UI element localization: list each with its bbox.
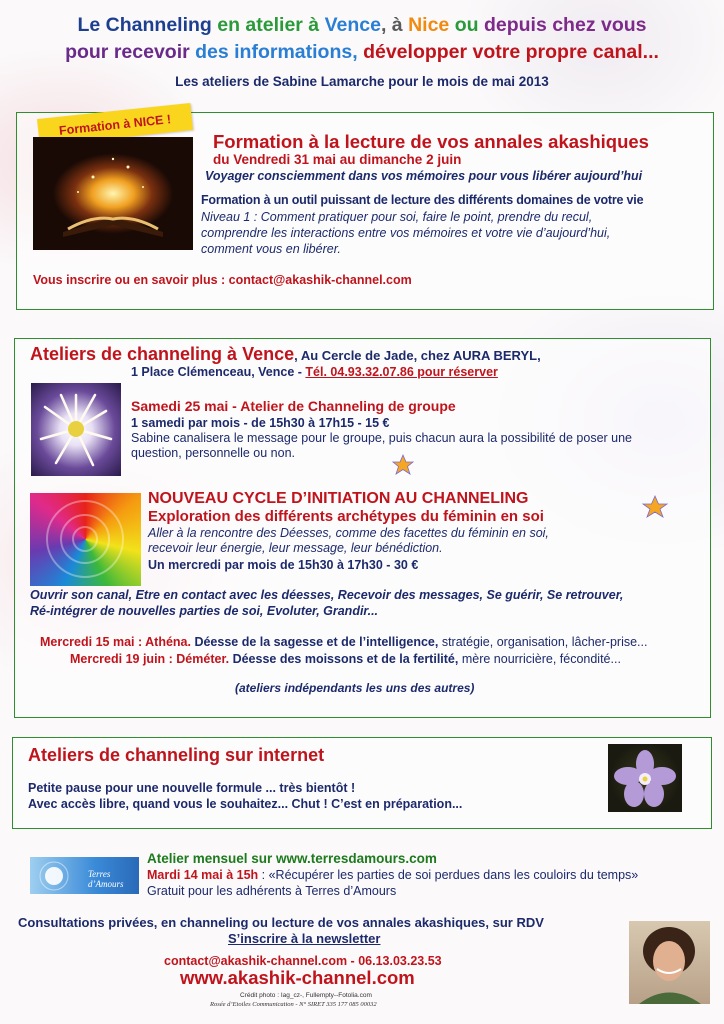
terres-topic: : «Récupérer les parties de soi perdues dans les couloirs du temps» [258, 868, 639, 882]
photo-credit: Crédit photo : Iag_cz-, Fullempty--Fotolia.com [240, 992, 372, 999]
internet-text [28, 780, 462, 812]
internet-line-2: Avec accès libre, quand vous le souhaitez... Chut ! C’est en préparation... [28, 797, 463, 811]
saturday-description [131, 431, 632, 461]
rose-icon [30, 493, 141, 586]
nice-badge-label: Formation à NICE ! [58, 111, 172, 138]
saturday-desc-line-1: Sabine canalisera le message pour le groupe, puis chacun aura la possibilité de poser une [131, 431, 633, 445]
book-icon [33, 137, 193, 250]
saturday-date: Samedi 25 mai [131, 398, 229, 414]
saturday-workshop: - Atelier de Channeling de groupe [228, 398, 456, 414]
glowing-book-image [33, 137, 193, 250]
sparkle-star-icon [640, 494, 670, 520]
portrait-photo [629, 921, 710, 1004]
level-line-2: comprendre les interactions entre vos mémoires et votre vie d’aujourd’hui, [201, 226, 611, 240]
person-portrait [629, 921, 710, 1004]
cycle-title: NOUVEAU CYCLE D’INITIATION AU CHANNELING [148, 490, 529, 507]
cycle-subtitle: Exploration des différents archétypes du féminin en soi [148, 508, 544, 525]
consultations: Consultations privées, en channeling ou lecture de vos annales akashiques, sur RDV [18, 915, 544, 930]
nice-level-text [201, 209, 610, 257]
headline-segment: des informations, [195, 41, 364, 63]
headline-segment: développer votre propre canal... [363, 41, 659, 63]
benefits-line-2: Ré-intégrer de nouvelles parties de soi, Evoluter, Grandir... [30, 604, 379, 618]
cycle-frequency: Un mercredi par mois de 15h30 à 17h30 - 30 € [148, 558, 419, 572]
terres-damours-logo [30, 857, 139, 894]
internet-title: Ateliers de channeling sur internet [28, 745, 325, 765]
headline-segment: pour recevoir [65, 41, 196, 63]
demeter-date: Mercredi 19 juin : Déméter. [70, 652, 230, 666]
vence-title-rest: , Au Cercle de Jade, chez AURA BERYL, [294, 348, 541, 363]
saturday-desc-line-2: question, personnelle ou non. [131, 446, 296, 460]
saturday-title-line [131, 398, 456, 416]
headline-segment: Le Channeling [77, 14, 212, 36]
headline-segment: depuis chez vous [483, 14, 647, 36]
vence-title-line [30, 344, 541, 365]
level-line-1: Niveau 1 : Comment pratiquer pour soi, faire le point, prendre du recul, [201, 210, 593, 224]
athena-date: Mercredi 15 mai : Athéna. [40, 635, 191, 649]
cycle-desc-line-2: recevoir leur énergie, leur message, leur bénédiction. [148, 541, 443, 555]
channel-benefits [30, 587, 623, 619]
terres-logo-text: Terres d’Amours [88, 869, 124, 889]
vence-address-line [131, 365, 498, 379]
terres-date: Mardi 14 mai à 15h [147, 868, 259, 882]
goddess-demeter [70, 652, 621, 667]
independent-note: (ateliers indépendants les uns des autres) [235, 681, 475, 695]
terres-free: Gratuit pour les adhérents à Terres d’Amours [147, 884, 397, 898]
vence-phone[interactable]: Tél. 04.93.32.07.86 pour réserver [305, 365, 498, 379]
siret-info: Rosée d’Etoiles Communication - N° SIRET 335 177 085 00032 [210, 1001, 377, 1008]
goddess-athena [40, 635, 647, 650]
nice-dates: du Vendredi 31 mai au dimanche 2 juin [213, 152, 462, 167]
demeter-rest: mère nourricière, fécondité... [458, 652, 621, 666]
demeter-desc: Déesse des moissons et de la fertilité, [229, 652, 459, 666]
nice-tagline: Voyager consciemment dans vos mémoires pour vous libérer aujourd’hui [205, 169, 643, 183]
headline-segment: Vence [324, 14, 381, 36]
cycle-desc-line-1: Aller à la rencontre des Déesses, comme des facettes du féminin en soi, [148, 526, 549, 540]
rainbow-rose-image [30, 493, 141, 586]
athena-rest: stratégie, organisation, lâcher-prise... [438, 635, 648, 649]
terres-session [147, 868, 638, 883]
star-icon [392, 454, 414, 476]
cycle-description [148, 526, 549, 556]
internet-line-1: Petite pause pour une nouvelle formule ... très bientôt ! [28, 781, 356, 795]
nice-signup[interactable]: Vous inscrire ou en savoir plus : contact@akashik-channel.com [33, 273, 412, 287]
headline-segment: Nice [408, 14, 450, 36]
contact-line[interactable]: contact@akashik-channel.com - 06.13.03.23.53 [164, 954, 442, 968]
violet-icon [608, 744, 682, 812]
nice-title: Formation à la lecture de vos annales akashiques [213, 131, 649, 152]
level-line-3: comment vous en libérer. [201, 242, 341, 256]
headline-segment: , à [380, 14, 409, 36]
headline-segment: en atelier à [211, 14, 325, 36]
headline-segment: ou [449, 14, 484, 36]
terres-title[interactable]: Atelier mensuel sur www.terresdamours.com [147, 851, 437, 866]
vence-title: Ateliers de channeling à Vence [30, 344, 295, 364]
flower-icon [31, 383, 121, 476]
headline-line-2 [0, 41, 724, 64]
newsletter-link[interactable]: S’inscrire à la newsletter [228, 931, 381, 946]
athena-desc: Déesse de la sagesse et de l’intelligence, [190, 635, 439, 649]
headline-line-1 [0, 14, 724, 37]
nice-intro: Formation à un outil puissant de lecture des différents domaines de votre vie [201, 193, 644, 207]
saturday-frequency: 1 samedi par mois - de 15h30 à 17h15 - 15 € [131, 416, 390, 430]
benefits-line-1: Ouvrir son canal, Etre en contact avec les déesses, Recevoir des messages, Se guérir, Se retrouver, [30, 588, 624, 602]
vence-address: 1 Place Clémenceau, Vence - [131, 365, 306, 379]
website-link[interactable]: www.akashik-channel.com [180, 967, 415, 988]
subtitle: Les ateliers de Sabine Lamarche pour le mois de mai 2013 [175, 74, 549, 89]
violet-flower-image [608, 744, 682, 812]
white-flower-image [31, 383, 121, 476]
